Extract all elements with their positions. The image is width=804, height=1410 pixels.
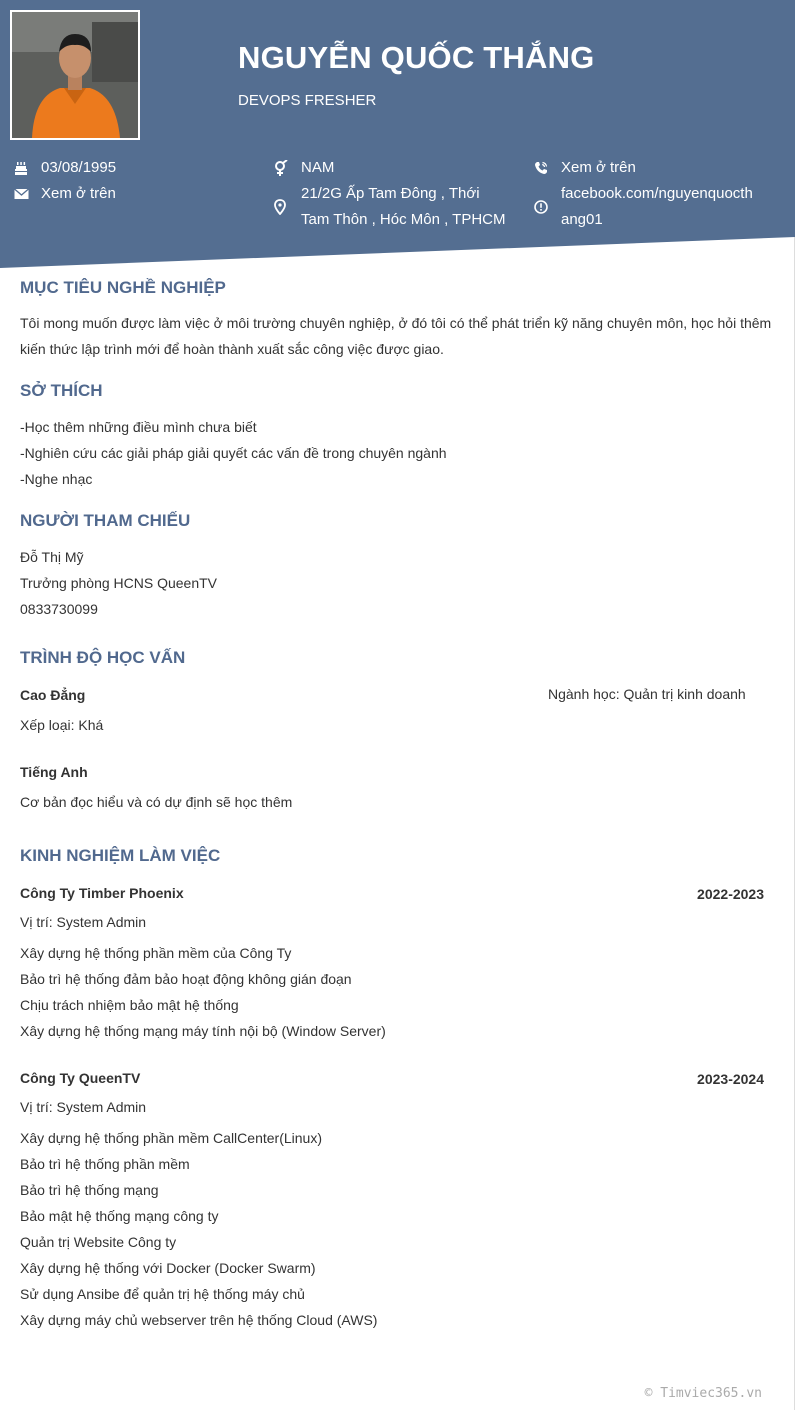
job-company: Công Ty QueenTV — [20, 1070, 141, 1086]
experience-title: KINH NGHIỆM LÀM VIỆC — [20, 846, 221, 865]
education-school: Cao Đẳng — [20, 687, 86, 703]
gender-row — [274, 155, 334, 181]
phone-value[interactable]: Xem ở trên — [561, 159, 636, 176]
job-task: Chịu trách nhiệm bảo mật hệ thống — [20, 997, 239, 1013]
location-pin-icon — [274, 181, 293, 233]
objective-line-2: kiến thức lập trình mới để hoàn thành xuất sắc công việc được giao. — [20, 341, 444, 357]
job-position: Vị trí: System Admin — [20, 914, 147, 930]
birthday-row — [14, 155, 116, 181]
job-task: Bảo mật hệ thống mạng công ty — [20, 1208, 219, 1224]
email-value[interactable]: Xem ở trên — [41, 185, 116, 202]
job-task: Sử dụng Ansibe để quản trị hệ thống máy chủ — [20, 1286, 305, 1302]
reference-phone: 0833730099 — [20, 601, 98, 617]
job-task: Bảo trì hệ thống phần mềm — [20, 1156, 190, 1172]
gender-value: NAM — [301, 159, 335, 176]
info-circle-icon — [534, 181, 553, 233]
hobby-item: -Nghe nhạc — [20, 471, 93, 487]
job-years: 2023-2024 — [697, 1071, 764, 1087]
education-detail: Cơ bản đọc hiểu và có dự định sẽ học thêm — [20, 794, 293, 810]
address-line-1: 21/2G Ấp Tam Đông , Thới — [301, 185, 480, 202]
website-line-1: facebook.com/nguyenquocth — [561, 185, 753, 202]
job-task: Xây dựng hệ thống phần mềm CallCenter(Linux) — [20, 1130, 322, 1146]
education-title: TRÌNH ĐỘ HỌC VẤN — [20, 648, 186, 667]
education-major: Ngành học: Quản trị kinh doanh — [548, 686, 746, 702]
job-task: Xây dựng hệ thống phần mềm của Công Ty — [20, 945, 292, 961]
job-title: DEVOPS FRESHER — [238, 92, 377, 109]
job-years: 2022-2023 — [697, 886, 764, 902]
envelope-icon — [14, 181, 33, 207]
email-row — [14, 181, 116, 207]
address-value — [301, 181, 506, 233]
job-task: Quản trị Website Công ty — [20, 1234, 177, 1250]
job-company: Công Ty Timber Phoenix — [20, 885, 184, 901]
job-task: Xây dựng hệ thống mạng máy tính nội bộ (Window Server) — [20, 1023, 386, 1039]
website-value[interactable] — [561, 181, 753, 233]
avatar — [10, 10, 140, 140]
reference-title: NGƯỜI THAM CHIẾU — [20, 511, 191, 530]
website-row — [534, 181, 753, 233]
hobby-item: -Học thêm những điều mình chưa biết — [20, 419, 257, 435]
address-line-2: Tam Thôn , Hóc Môn , TPHCM — [301, 211, 506, 228]
watermark: © Timviec365.vn — [644, 1386, 762, 1401]
education-school: Tiếng Anh — [20, 764, 88, 780]
birthday-value: 03/08/1995 — [41, 159, 117, 176]
job-task: Bảo trì hệ thống mạng — [20, 1182, 159, 1198]
objective-title: MỤC TIÊU NGHỀ NGHIỆP — [20, 278, 226, 297]
education-detail: Xếp loại: Khá — [20, 717, 104, 733]
gender-icon — [274, 155, 293, 181]
reference-name: Đỗ Thị Mỹ — [20, 549, 84, 565]
objective-line-1: Tôi mong muốn được làm việc ở môi trường chuyên nghiệp, ở đó tôi có thể phát triển kỹ năng chuyên môn, học hỏi thêm — [20, 315, 772, 331]
hobbies-title: SỞ THÍCH — [20, 381, 103, 400]
address-row — [274, 181, 506, 233]
job-task: Xây dựng máy chủ webserver trên hệ thống Cloud (AWS) — [20, 1312, 378, 1328]
phone-icon — [534, 155, 553, 181]
job-position: Vị trí: System Admin — [20, 1099, 147, 1115]
job-task: Xây dựng hệ thống với Docker (Docker Swarm) — [20, 1260, 316, 1276]
website-line-2: ang01 — [561, 211, 603, 228]
phone-row — [534, 155, 636, 181]
hobby-item: -Nghiên cứu các giải pháp giải quyết các vấn đề trong chuyên ngành — [20, 445, 447, 461]
cake-icon — [14, 155, 33, 181]
candidate-name: NGUYỄN QUỐC THẮNG — [238, 40, 595, 75]
job-task: Bảo trì hệ thống đảm bảo hoạt động không gián đoạn — [20, 971, 352, 987]
reference-position: Trưởng phòng HCNS QueenTV — [20, 575, 218, 591]
